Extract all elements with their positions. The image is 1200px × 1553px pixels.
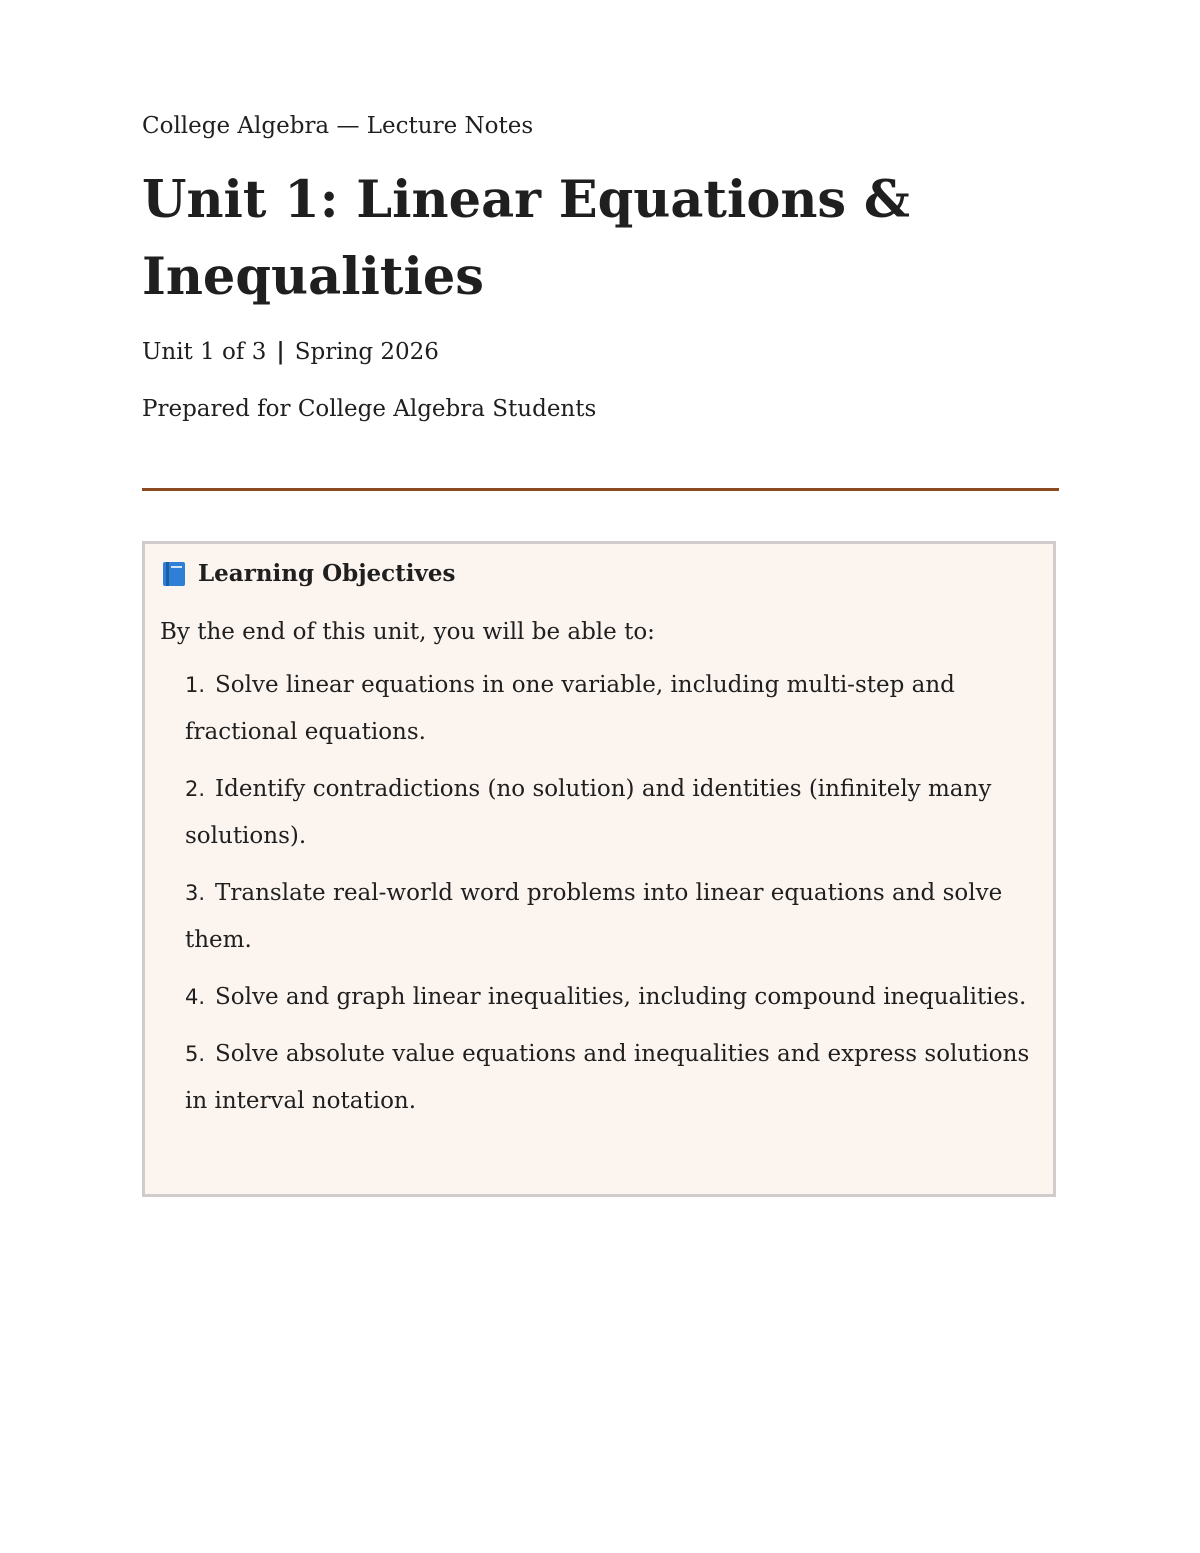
list-item-text: Solve linear equations in one variable, including multi-step and fractional equations. [185,672,955,745]
list-item [185,974,1035,1021]
course-label: College Algebra — Lecture Notes [142,113,534,139]
book-icon [162,561,186,587]
page-title: Unit 1: Linear Equations & Inequalities [142,170,910,307]
list-item-text: Translate real-world word problems into linear equations and solve them. [185,880,1003,953]
objectives-heading [162,559,455,589]
learning-objectives-box [142,541,1056,1197]
list-item-text: Solve absolute value equations and inequalities and express solutions in interval notation. [185,1041,1030,1114]
list-item-text: Identify contradictions (no solution) and identities (infinitely many solutions). [185,776,992,849]
list-item-text: Solve and graph linear inequalities, including compound inequalities. [215,984,1027,1010]
objectives-heading-label: Learning Objectives [198,560,456,587]
objectives-intro: By the end of this unit, you will be able to: [160,619,655,645]
list-item-number: 5. [185,1042,206,1066]
term-label: Spring 2026 [294,339,439,365]
list-item [185,662,1035,756]
list-item [185,1031,1035,1125]
section-divider [142,488,1059,491]
list-item-number: 3. [185,881,206,905]
audience-label: Prepared for College Algebra Students [142,396,597,422]
list-item [185,870,1035,964]
list-item [185,766,1035,860]
meta-separator: | [276,338,285,365]
objectives-list [185,662,1035,1135]
list-item-number: 4. [185,985,206,1009]
unit-position: Unit 1 of 3 [142,339,267,365]
list-item-number: 2. [185,777,206,801]
list-item-number: 1. [185,673,206,697]
unit-meta [142,337,439,367]
